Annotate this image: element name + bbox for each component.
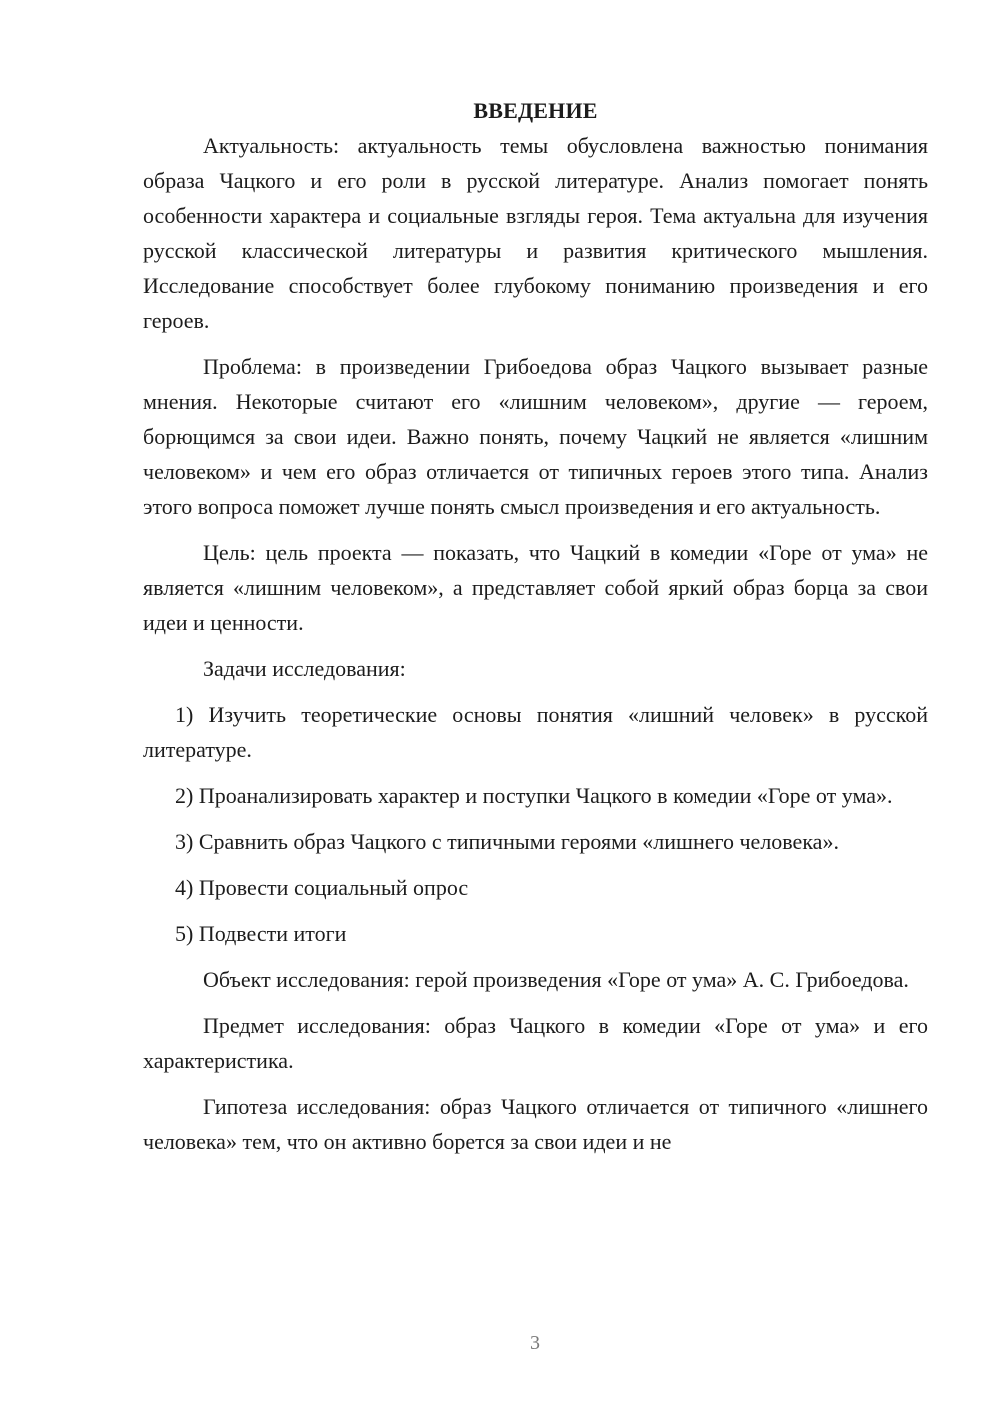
tasks-title: Задачи исследования: <box>203 656 406 681</box>
task-item: 3) Сравнить образ Чацкого с типичными героями «лишнего человека». <box>175 829 839 854</box>
subject-paragraph: Предмет исследования: образ Чацкого в комедии «Горе от ума» и его характеристика. <box>143 1013 928 1073</box>
task-item: 2) Проанализировать характер и поступки Чацкого в комедии «Горе от ума». <box>175 783 893 808</box>
task-item: 4) Провести социальный опрос <box>175 875 469 900</box>
object-paragraph: Объект исследования: герой произведения «Горе от ума» А. С. Грибоедова. <box>203 967 909 992</box>
task-item: 5) Подвести итоги <box>175 921 347 946</box>
relevance-paragraph: Актуальность: актуальность темы обусловлена важностью понимания образа Чацкого и его роли в русской литературе. Анализ помогает понять особенности характера и социальные взгляды героя. Тема актуальна для изучения русской классической литературы и развития критического мышления. Исследование способствует более глубокому пониманию произведения и его героев. <box>143 133 928 333</box>
problem-paragraph: Проблема: в произведении Грибоедова образ Чацкого вызывает разные мнения. Некоторые считают его «лишним человеком», другие — героем, борющимся за свои идеи. Важно понять, почему Чацкий не является «лишним человеком» и чем его образ отличается от типичных героев этого типа. Анализ этого вопроса поможет лучше понять смысл произведения и его актуальность. <box>143 354 928 519</box>
section-heading: ВВЕДЕНИЕ <box>473 98 598 123</box>
hypothesis-paragraph: Гипотеза исследования: образ Чацкого отличается от типичного «лишнего человека» тем, что он активно борется за свои идеи и не <box>143 1094 928 1154</box>
page-content <box>143 93 928 1159</box>
task-item: 1) Изучить теоретические основы понятия «лишний человек» в русской литературе. <box>143 702 928 762</box>
page-number: 3 <box>530 1332 540 1354</box>
goal-paragraph: Цель: цель проекта — показать, что Чацкий в комедии «Горе от ума» не является «лишним человеком», а представляет собой яркий образ борца за свои идеи и ценности. <box>143 540 928 635</box>
